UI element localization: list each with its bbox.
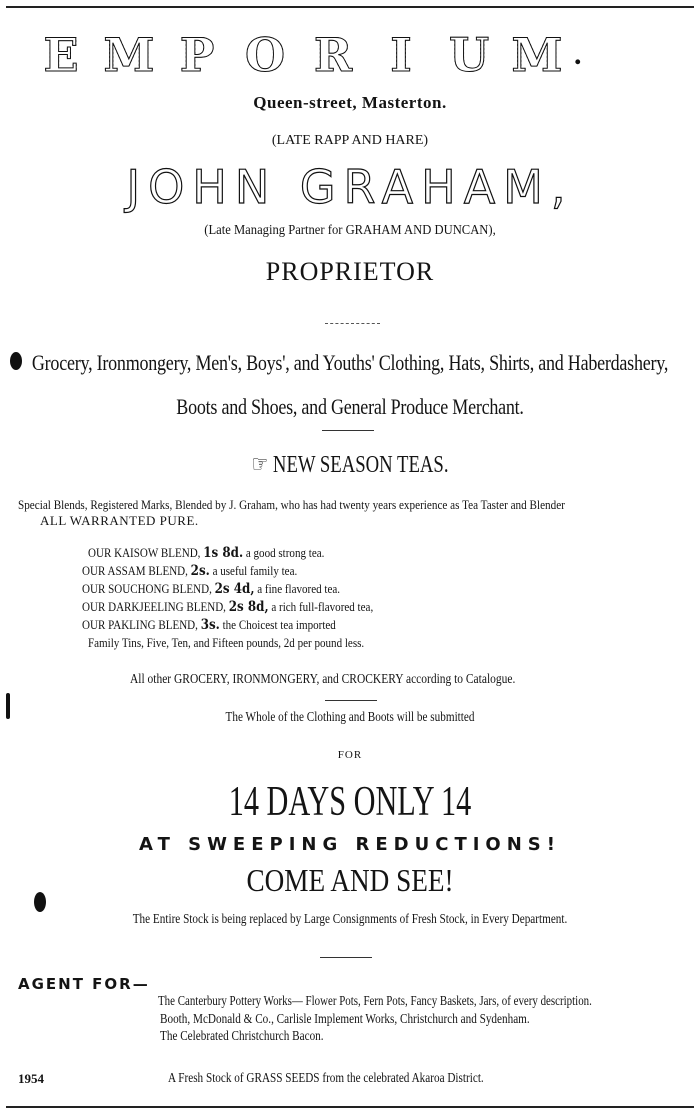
sweeping-reductions: AT SWEEPING REDUCTIONS!: [139, 834, 561, 855]
tea-blend-name: OUR ASSAM BLEND,: [82, 563, 191, 578]
tea-blend-price: 2s.: [190, 563, 210, 579]
tea-blend-desc: a fine flavored tea.: [254, 581, 341, 596]
tea-blend-desc: a useful family tea.: [209, 563, 298, 578]
bottom-border-rule: [6, 1106, 694, 1108]
tea-blend-price: 2s 8d,: [228, 599, 269, 615]
tea-blend-row: [82, 599, 373, 615]
for-label: FOR: [337, 749, 363, 761]
tea-blend-price: 1s 8d.: [203, 545, 244, 561]
banner-letter: R: [302, 32, 364, 78]
section-divider: [320, 957, 372, 958]
banner-dot: .: [574, 38, 582, 71]
tea-blend-name: OUR PAKLING BLEND,: [82, 617, 201, 632]
banner-letter: P: [166, 32, 228, 78]
fourteen-days-headline: 14 DAYS ONLY 14: [228, 779, 472, 825]
tea-blend-desc: a good strong tea.: [243, 545, 325, 560]
agency-item: Booth, McDonald & Co., Carlisle Implement Works, Christchurch and Sydenham.: [160, 1012, 530, 1027]
warranted-pure: ALL WARRANTED PURE.: [40, 513, 199, 528]
tea-blend-row: [82, 617, 336, 633]
tea-blend-name: OUR DARKJEELING BLEND,: [82, 599, 229, 614]
late-partner-note: (Late Managing Partner for GRAHAM AND DUNCAN),: [204, 223, 496, 238]
tea-blend-desc: a rich full-flavored tea,: [268, 599, 374, 614]
goods-list-line-1: Grocery, Ironmongery, Men's, Boys', and Youths' Clothing, Hats, Shirts, and Haberdashery,: [31, 350, 669, 375]
banner-letter: O: [234, 32, 296, 78]
emporium-banner: [30, 28, 670, 82]
goods-list-line-2: Boots and Shoes, and General Produce Merchant.: [176, 394, 524, 419]
ink-blot: [34, 892, 46, 912]
late-owners: (LATE RAPP AND HARE): [271, 133, 429, 148]
grass-seeds-note: A Fresh Stock of GRASS SEEDS from the celebrated Akaroa District.: [168, 1071, 484, 1086]
tea-blend-name: OUR KAISOW BLEND,: [88, 545, 204, 560]
banner-letter: U: [438, 32, 500, 78]
banner-letter: E: [30, 32, 92, 78]
tea-heading: ☞ NEW SEASON TEAS.: [251, 452, 449, 478]
come-and-see: COME AND SEE!: [246, 862, 454, 898]
entire-stock-note: The Entire Stock is being replaced by Large Consignments of Fresh Stock, in Every Department.: [132, 912, 568, 927]
agent-for-heading: AGENT FOR—: [18, 975, 150, 993]
tea-blend-name: OUR SOUCHONG BLEND,: [82, 581, 215, 596]
agency-item: The Celebrated Christchurch Bacon.: [160, 1029, 324, 1044]
banner-letter: M: [506, 32, 568, 78]
reference-number: 1954: [18, 1071, 44, 1086]
banner-letter: M: [98, 32, 160, 78]
blends-description: Special Blends, Registered Marks, Blended by J. Graham, who has had twenty years experience as Tea Taster and Blender: [18, 497, 565, 512]
ink-mark: [6, 693, 10, 719]
other-goods-note: All other GROCERY, IRONMONGERY, and CROCKERY according to Catalogue.: [130, 672, 516, 687]
clothing-note: The Whole of the Clothing and Boots will be submitted: [225, 710, 475, 725]
ornament-divider: [325, 323, 380, 324]
section-divider: [325, 700, 377, 701]
agency-item: The Canterbury Pottery Works— Flower Pots, Fern Pots, Fancy Baskets, Jars, of every description.: [158, 994, 592, 1009]
family-tins-note: Family Tins, Five, Ten, and Fifteen pounds, 2d per pound less.: [88, 635, 365, 650]
proprietor-title: PROPRIETOR: [265, 257, 435, 286]
tea-blend-row: [82, 563, 297, 579]
tea-blend-price: 2s 4d,: [214, 581, 255, 597]
tea-blend-row: [82, 581, 340, 597]
store-address: Queen-street, Masterton.: [253, 93, 447, 112]
section-divider: [322, 430, 374, 431]
tea-blend-row: [88, 545, 324, 561]
banner-letter: I: [370, 32, 432, 78]
tea-blend-desc: the Choicest tea imported: [219, 617, 336, 632]
top-border-rule: [6, 6, 694, 8]
tea-blend-price: 3s.: [200, 617, 220, 633]
proprietor-name: JOHN GRAHAM,: [126, 160, 574, 214]
